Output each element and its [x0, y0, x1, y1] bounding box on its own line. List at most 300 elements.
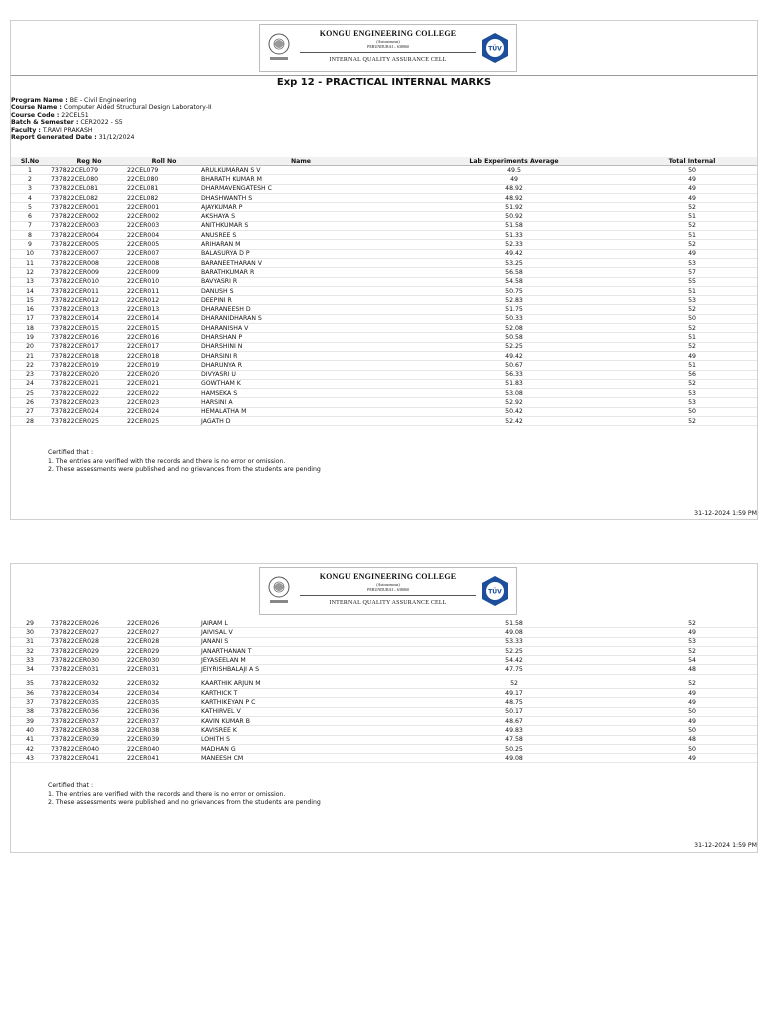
cell-roll-no: 22CER003 — [127, 221, 201, 230]
cell-sl-no: 9 — [11, 240, 49, 249]
cell-total-internal: 50 — [627, 407, 757, 416]
cell-sl-no: 34 — [11, 665, 49, 674]
cell-roll-no: 22CER007 — [127, 249, 201, 258]
cell-student-name: HARSINI A — [201, 398, 401, 407]
certification-note — [48, 782, 321, 808]
meta-course-code: Course Code : 22CEL51 — [11, 111, 89, 119]
cell-student-name: BAVYASRI R — [201, 277, 401, 286]
cell-reg-no: 737822CER029 — [49, 646, 127, 655]
tuv-certification-icon — [480, 32, 510, 64]
cell-total-internal: 51 — [627, 212, 757, 221]
cell-reg-no: 737822CER017 — [49, 342, 127, 351]
cell-sl-no: 31 — [11, 637, 49, 646]
cell-total-internal: 52 — [627, 240, 757, 249]
college-status: (Autonomous) — [376, 582, 400, 587]
cell-lab-average: 49.42 — [401, 351, 627, 360]
cell-reg-no: 737822CEL079 — [49, 166, 127, 175]
cell-reg-no: 737822CER012 — [49, 296, 127, 305]
cell-reg-no: 737822CER003 — [49, 221, 127, 230]
cert-heading: Certified that : — [48, 449, 94, 456]
cell-roll-no: 22CER036 — [127, 707, 201, 716]
table-row — [11, 351, 757, 360]
cell-reg-no: 737822CER034 — [49, 689, 127, 698]
cell-sl-no: 43 — [11, 754, 49, 763]
table-row — [11, 656, 757, 665]
cell-total-internal: 49 — [627, 351, 757, 360]
cell-roll-no: 22CER008 — [127, 258, 201, 267]
cell-roll-no: 22CER012 — [127, 296, 201, 305]
cell-total-internal: 51 — [627, 361, 757, 370]
cell-lab-average: 51.58 — [401, 221, 627, 230]
cert-line-2: 2. These assessments were published and no grievances from the students are pending — [48, 799, 321, 806]
cell-sl-no: 3 — [11, 184, 49, 193]
cell-lab-average: 50.58 — [401, 333, 627, 342]
table-row — [11, 305, 757, 314]
cell-sl-no: 18 — [11, 324, 49, 333]
cell-reg-no: 737822CER004 — [49, 231, 127, 240]
cell-student-name: ANITHKUMAR S — [201, 221, 401, 230]
cell-sl-no: 41 — [11, 735, 49, 744]
cell-total-internal: 49 — [627, 175, 757, 184]
table-row — [11, 619, 757, 628]
cell-lab-average: 53.08 — [401, 389, 627, 398]
cell-student-name: JANANI S — [201, 637, 401, 646]
cell-roll-no: 22CER041 — [127, 754, 201, 763]
generated-timestamp: 31-12-2024 1:59 PM — [694, 510, 757, 517]
cell-student-name: JEYASEELAN M — [201, 656, 401, 665]
cell-roll-no: 22CER028 — [127, 637, 201, 646]
college-name: KONGU ENGINEERING COLLEGE — [319, 572, 457, 581]
table-row — [11, 680, 757, 689]
table-row — [11, 407, 757, 416]
cell-total-internal: 52 — [627, 221, 757, 230]
table-row — [11, 314, 757, 323]
cell-roll-no: 22CER020 — [127, 370, 201, 379]
cell-lab-average: 50.33 — [401, 314, 627, 323]
cell-roll-no: 22CER023 — [127, 398, 201, 407]
table-row — [11, 286, 757, 295]
cell-student-name: BARATHKUMAR R — [201, 268, 401, 277]
table-row — [11, 628, 757, 637]
table-row — [11, 398, 757, 407]
cell-reg-no: 737822CER028 — [49, 637, 127, 646]
cell-lab-average: 49.08 — [401, 628, 627, 637]
cell-lab-average: 49.42 — [401, 249, 627, 258]
college-header — [259, 24, 517, 72]
cell-roll-no: 22CER017 — [127, 342, 201, 351]
cell-total-internal: 48 — [627, 735, 757, 744]
cell-reg-no: 737822CER007 — [49, 249, 127, 258]
cell-roll-no: 22CER004 — [127, 231, 201, 240]
cell-reg-no: 737822CER041 — [49, 754, 127, 763]
table-row — [11, 184, 757, 193]
cell-sl-no: 26 — [11, 398, 49, 407]
table-row — [11, 175, 757, 184]
meta-batch-semester: Batch & Semester : CER2022 - S5 — [11, 119, 123, 127]
cell-student-name: JAGATH D — [201, 417, 401, 426]
cell-total-internal: 49 — [627, 716, 757, 725]
cell-reg-no: 737822CER002 — [49, 212, 127, 221]
cell-sl-no: 33 — [11, 656, 49, 665]
cell-lab-average: 51.75 — [401, 305, 627, 314]
cell-student-name: DANUSH S — [201, 286, 401, 295]
college-emblem-icon — [266, 574, 292, 608]
cell-student-name: AJAYKUMAR P — [201, 203, 401, 212]
tuv-certification-icon — [480, 575, 510, 607]
table-row — [11, 203, 757, 212]
cell-roll-no: 22CER027 — [127, 628, 201, 637]
cell-student-name: KATHIRVEL V — [201, 707, 401, 716]
cert-line-2: 2. These assessments were published and no grievances from the students are pending — [48, 466, 321, 473]
cell-student-name: MANEESH CM — [201, 754, 401, 763]
cell-total-internal: 49 — [627, 628, 757, 637]
cell-roll-no: 22CER022 — [127, 389, 201, 398]
col-name: Name — [201, 157, 401, 166]
table-row — [11, 735, 757, 744]
cell-total-internal: 55 — [627, 277, 757, 286]
cell-reg-no: 737822CER005 — [49, 240, 127, 249]
cell-reg-no: 737822CER027 — [49, 628, 127, 637]
meta-program: Program Name : BE - Civil Engineering — [11, 97, 137, 104]
cell-sl-no: 37 — [11, 698, 49, 707]
meta-course-name: Course Name : Computer Aided Structural Design Laboratory-II — [11, 104, 212, 112]
table-row — [11, 417, 757, 426]
cell-sl-no: 17 — [11, 314, 49, 323]
cell-total-internal: 49 — [627, 193, 757, 202]
cell-sl-no: 29 — [11, 619, 49, 628]
cell-student-name: BARANEETHARAN V — [201, 258, 401, 267]
cell-student-name: LOHITH S — [201, 735, 401, 744]
meta-report-date: Report Generated Date : 31/12/2024 — [11, 134, 135, 142]
college-emblem-icon — [266, 31, 292, 65]
cell-lab-average: 50.42 — [401, 407, 627, 416]
college-location: PERUNDURAI – 638060 — [367, 587, 409, 592]
cell-reg-no: 737822CER037 — [49, 716, 127, 725]
cell-student-name: DHARANEESH D — [201, 305, 401, 314]
cell-sl-no: 28 — [11, 417, 49, 426]
table-row — [11, 240, 757, 249]
tuv-label: TÜV — [488, 588, 502, 596]
marks-table — [11, 157, 757, 426]
cell-roll-no: 22CER013 — [127, 305, 201, 314]
cell-lab-average: 52.25 — [401, 646, 627, 655]
cell-reg-no: 737822CEL081 — [49, 184, 127, 193]
cell-reg-no: 737822CER026 — [49, 619, 127, 628]
cell-lab-average: 56.58 — [401, 268, 627, 277]
cell-lab-average: 54.42 — [401, 656, 627, 665]
cell-lab-average: 50.25 — [401, 744, 627, 753]
cell-sl-no: 13 — [11, 277, 49, 286]
cell-reg-no: 737822CER039 — [49, 735, 127, 744]
cell-lab-average: 47.58 — [401, 735, 627, 744]
cell-lab-average: 48.75 — [401, 698, 627, 707]
cell-lab-average: 54.58 — [401, 277, 627, 286]
table-row — [11, 296, 757, 305]
cell-reg-no: 737822CER036 — [49, 707, 127, 716]
cell-reg-no: 737822CER016 — [49, 333, 127, 342]
table-row — [11, 370, 757, 379]
cell-reg-no: 737822CER023 — [49, 398, 127, 407]
iqac-label: INTERNAL QUALITY ASSURANCE CELL — [329, 57, 447, 63]
cell-student-name: DHARSHINI N — [201, 342, 401, 351]
cell-total-internal: 49 — [627, 184, 757, 193]
cell-reg-no: 737822CEL080 — [49, 175, 127, 184]
cell-student-name: JAIVISAL V — [201, 628, 401, 637]
cell-total-internal: 56 — [627, 370, 757, 379]
cell-student-name: KAVISREE K — [201, 726, 401, 735]
table-row — [11, 231, 757, 240]
cell-roll-no: 22CEL082 — [127, 193, 201, 202]
cell-roll-no: 22CER037 — [127, 716, 201, 725]
table-row — [11, 716, 757, 725]
cert-line-1: 1. The entries are verified with the records and there is no error or omission. — [48, 457, 286, 465]
table-row — [11, 268, 757, 277]
cell-lab-average: 51.83 — [401, 379, 627, 388]
cell-lab-average: 48.92 — [401, 184, 627, 193]
cell-roll-no: 22CEL080 — [127, 175, 201, 184]
cell-total-internal: 51 — [627, 231, 757, 240]
table-row — [11, 698, 757, 707]
college-name: KONGU ENGINEERING COLLEGE — [319, 29, 457, 38]
cell-student-name: KARTHICK T — [201, 689, 401, 698]
cell-total-internal: 53 — [627, 296, 757, 305]
cell-sl-no: 5 — [11, 203, 49, 212]
cell-lab-average: 52.33 — [401, 240, 627, 249]
cell-student-name: JEIYRISHBALAJI A S — [201, 665, 401, 674]
header-divider — [300, 595, 476, 596]
cell-sl-no: 20 — [11, 342, 49, 351]
col-reg-no: Reg No — [49, 157, 127, 166]
cell-lab-average: 56.33 — [401, 370, 627, 379]
col-total-internal: Total Internal — [627, 157, 757, 166]
cell-student-name: AKSHAYA S — [201, 212, 401, 221]
table-row — [11, 324, 757, 333]
cell-reg-no: 737822CER025 — [49, 417, 127, 426]
table-row — [11, 389, 757, 398]
cell-total-internal: 50 — [627, 166, 757, 175]
cell-lab-average: 48.67 — [401, 716, 627, 725]
cell-sl-no: 25 — [11, 389, 49, 398]
cell-roll-no: 22CER002 — [127, 212, 201, 221]
iqac-label: INTERNAL QUALITY ASSURANCE CELL — [329, 600, 447, 606]
cell-roll-no: 22CER038 — [127, 726, 201, 735]
cell-sl-no: 24 — [11, 379, 49, 388]
cell-roll-no: 22CER039 — [127, 735, 201, 744]
cell-lab-average: 52.83 — [401, 296, 627, 305]
cell-total-internal: 50 — [627, 726, 757, 735]
cell-total-internal: 50 — [627, 707, 757, 716]
cell-total-internal: 53 — [627, 398, 757, 407]
cell-total-internal: 49 — [627, 249, 757, 258]
cell-roll-no: 22CER016 — [127, 333, 201, 342]
cell-student-name: DIVYASRI U — [201, 370, 401, 379]
cell-reg-no: 737822CER040 — [49, 744, 127, 753]
generated-timestamp: 31-12-2024 1:59 PM — [694, 842, 757, 849]
cell-total-internal: 52 — [627, 342, 757, 351]
cell-lab-average: 48.92 — [401, 193, 627, 202]
cell-total-internal: 52 — [627, 305, 757, 314]
table-row — [11, 744, 757, 753]
cell-sl-no: 2 — [11, 175, 49, 184]
cell-sl-no: 27 — [11, 407, 49, 416]
cell-lab-average: 52.08 — [401, 324, 627, 333]
table-row — [11, 333, 757, 342]
table-header-row — [11, 157, 757, 166]
cell-total-internal: 52 — [627, 417, 757, 426]
cell-sl-no: 12 — [11, 268, 49, 277]
cell-lab-average: 51.92 — [401, 203, 627, 212]
tuv-label: TÜV — [488, 45, 502, 53]
cell-student-name: BHARATH KUMAR M — [201, 175, 401, 184]
cell-lab-average: 49.83 — [401, 726, 627, 735]
cell-roll-no: 22CER011 — [127, 286, 201, 295]
cell-roll-no: 22CER010 — [127, 277, 201, 286]
col-lab-average: Lab Experiments Average — [401, 157, 627, 166]
cell-sl-no: 14 — [11, 286, 49, 295]
cell-reg-no: 737822CER024 — [49, 407, 127, 416]
cell-total-internal: 54 — [627, 656, 757, 665]
cell-sl-no: 30 — [11, 628, 49, 637]
cell-sl-no: 36 — [11, 689, 49, 698]
cell-student-name: DHARANISHA V — [201, 324, 401, 333]
cell-lab-average: 51.58 — [401, 619, 627, 628]
cell-sl-no: 15 — [11, 296, 49, 305]
cell-roll-no: 22CEL079 — [127, 166, 201, 175]
cell-sl-no: 42 — [11, 744, 49, 753]
cell-total-internal: 49 — [627, 698, 757, 707]
report-page-2 — [10, 563, 758, 853]
cell-sl-no: 40 — [11, 726, 49, 735]
cert-heading: Certified that : — [48, 782, 94, 789]
cell-lab-average: 50.67 — [401, 361, 627, 370]
cell-sl-no: 19 — [11, 333, 49, 342]
cell-sl-no: 8 — [11, 231, 49, 240]
cell-reg-no: 737822CEL082 — [49, 193, 127, 202]
cell-lab-average: 49.08 — [401, 754, 627, 763]
cell-sl-no: 7 — [11, 221, 49, 230]
cell-total-internal: 50 — [627, 744, 757, 753]
cell-student-name: DHARUNYA R — [201, 361, 401, 370]
cell-total-internal: 53 — [627, 258, 757, 267]
cell-roll-no: 22CER026 — [127, 619, 201, 628]
cell-student-name: DHARMAVENGATESH C — [201, 184, 401, 193]
cert-line-1: 1. The entries are verified with the records and there is no error or omission. — [48, 790, 286, 798]
cell-roll-no: 22CER035 — [127, 698, 201, 707]
cell-student-name: KARTHIKEYAN P C — [201, 698, 401, 707]
cell-roll-no: 22CER032 — [127, 680, 201, 689]
cell-lab-average: 47.75 — [401, 665, 627, 674]
cell-student-name: HEMALATHA M — [201, 407, 401, 416]
cell-reg-no: 737822CER020 — [49, 370, 127, 379]
table-row — [11, 637, 757, 646]
cell-sl-no: 10 — [11, 249, 49, 258]
cell-lab-average: 49 — [401, 175, 627, 184]
cell-total-internal: 52 — [627, 324, 757, 333]
cell-roll-no: 22CER015 — [127, 324, 201, 333]
cell-roll-no: 22CER021 — [127, 379, 201, 388]
cell-sl-no: 35 — [11, 680, 49, 689]
cell-lab-average: 49.5 — [401, 166, 627, 175]
table-row — [11, 665, 757, 674]
college-status: (Autonomous) — [376, 39, 400, 44]
cell-total-internal: 49 — [627, 754, 757, 763]
cell-sl-no: 11 — [11, 258, 49, 267]
cell-reg-no: 737822CER013 — [49, 305, 127, 314]
cell-student-name: JANARTHANAN T — [201, 646, 401, 655]
report-page-1 — [10, 20, 758, 520]
cell-total-internal: 52 — [627, 646, 757, 655]
cell-student-name: BALASURYA D P — [201, 249, 401, 258]
cell-lab-average: 53.33 — [401, 637, 627, 646]
cell-reg-no: 737822CER011 — [49, 286, 127, 295]
cell-total-internal: 52 — [627, 619, 757, 628]
table-row — [11, 342, 757, 351]
col-sl-no: Sl.No — [11, 157, 49, 166]
cell-roll-no: 22CER024 — [127, 407, 201, 416]
cell-lab-average: 53.25 — [401, 258, 627, 267]
cell-roll-no: 22CER031 — [127, 665, 201, 674]
cell-sl-no: 6 — [11, 212, 49, 221]
college-header — [259, 567, 517, 615]
cell-sl-no: 16 — [11, 305, 49, 314]
cell-roll-no: 22CER030 — [127, 656, 201, 665]
title-divider — [11, 75, 757, 76]
cell-sl-no: 22 — [11, 361, 49, 370]
cell-student-name: MADHAN G — [201, 744, 401, 753]
cell-student-name: ANUSREE S — [201, 231, 401, 240]
table-row — [11, 361, 757, 370]
table-row — [11, 221, 757, 230]
cell-roll-no: 22CEL081 — [127, 184, 201, 193]
marks-table-continued — [11, 619, 757, 763]
cell-lab-average: 52.42 — [401, 417, 627, 426]
cell-sl-no: 32 — [11, 646, 49, 655]
cell-lab-average: 50.92 — [401, 212, 627, 221]
table-row — [11, 193, 757, 202]
cell-reg-no: 737822CER022 — [49, 389, 127, 398]
cell-roll-no: 22CER009 — [127, 268, 201, 277]
table-row — [11, 707, 757, 716]
cell-reg-no: 737822CER018 — [49, 351, 127, 360]
cell-reg-no: 737822CER031 — [49, 665, 127, 674]
cell-student-name: DHASHWANTH S — [201, 193, 401, 202]
cell-sl-no: 38 — [11, 707, 49, 716]
cell-reg-no: 737822CER021 — [49, 379, 127, 388]
cell-total-internal: 51 — [627, 286, 757, 295]
cell-lab-average: 52.92 — [401, 398, 627, 407]
cell-roll-no: 22CER018 — [127, 351, 201, 360]
cell-sl-no: 21 — [11, 351, 49, 360]
cell-student-name: GOWTHAM K — [201, 379, 401, 388]
cell-sl-no: 1 — [11, 166, 49, 175]
meta-faculty: Faculty : T.RAVI PRAKASH — [11, 126, 93, 134]
cell-roll-no: 22CER029 — [127, 646, 201, 655]
cell-reg-no: 737822CER010 — [49, 277, 127, 286]
cell-lab-average: 51.33 — [401, 231, 627, 240]
table-row — [11, 379, 757, 388]
cell-roll-no: 22CER019 — [127, 361, 201, 370]
cell-total-internal: 53 — [627, 389, 757, 398]
cell-lab-average: 50.17 — [401, 707, 627, 716]
cell-reg-no: 737822CER015 — [49, 324, 127, 333]
college-location: PERUNDURAI – 638060 — [367, 44, 409, 49]
cell-student-name: KAARTHIK ARJUN M — [201, 680, 401, 689]
cell-reg-no: 737822CER019 — [49, 361, 127, 370]
certification-note — [48, 449, 321, 475]
cell-student-name: DHARSHAN P — [201, 333, 401, 342]
course-details — [11, 97, 212, 141]
table-row — [11, 726, 757, 735]
